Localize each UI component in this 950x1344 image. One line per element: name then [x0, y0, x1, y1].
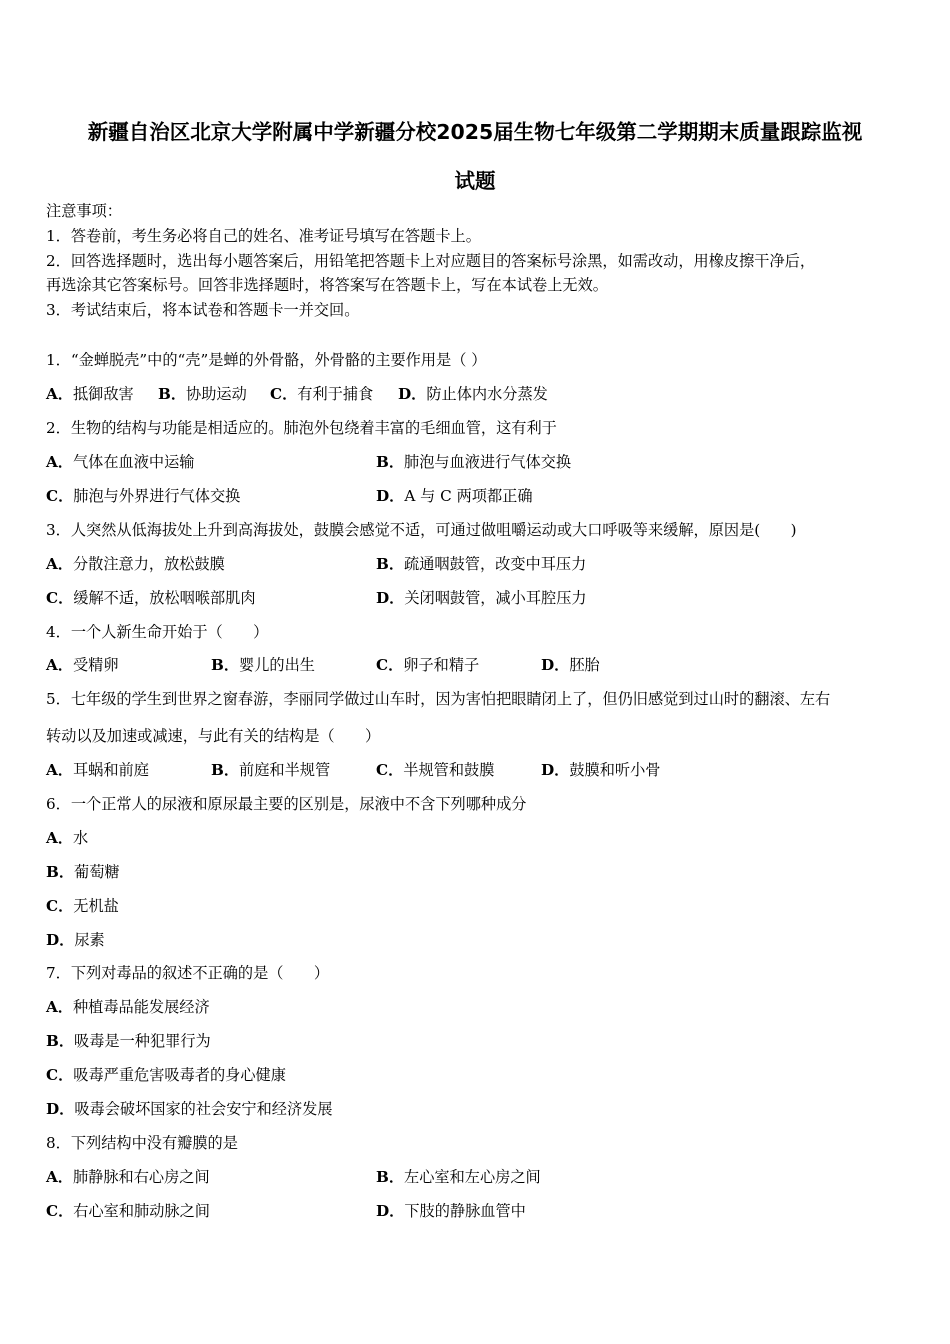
question-option [46, 387, 134, 402]
question-option [46, 489, 240, 504]
option-text: 耳蜗和前庭 [72, 761, 149, 779]
option-letter: C． [46, 487, 74, 505]
question-option [46, 1034, 211, 1049]
question-option [376, 557, 586, 572]
option-letter: C． [270, 385, 298, 403]
option-letter: A． [46, 761, 73, 779]
option-letter: C． [46, 1066, 74, 1084]
option-text: 缓解不适，放松咽喉部肌肉 [73, 589, 256, 607]
option-letter: A． [46, 385, 73, 403]
option-text: 胚胎 [569, 656, 600, 674]
option-letter: D． [376, 589, 405, 607]
option-text: 吸毒严重危害吸毒者的身心健康 [73, 1066, 286, 1084]
option-letter: D． [541, 656, 570, 674]
question-option [46, 763, 149, 778]
notice-item: 再选涂其它答案标号。回答非选择题时，将答案写在答题卡上，写在本试卷上无效。 [46, 276, 608, 294]
question-option [541, 763, 660, 778]
option-text: 种植毒品能发展经济 [72, 998, 210, 1016]
option-letter: A． [46, 998, 73, 1016]
option-text: 尿素 [74, 931, 105, 949]
question-option [46, 831, 88, 846]
option-text: 肺泡与血液进行气体交换 [404, 453, 572, 471]
option-letter: D． [376, 1202, 405, 1220]
question-option [376, 763, 494, 778]
option-text: 吸毒会破坏国家的社会安宁和经济发展 [74, 1100, 333, 1118]
option-text: 左心室和左心房之间 [404, 1168, 541, 1186]
option-letter: B． [158, 385, 187, 403]
option-text: 肺泡与外界进行气体交换 [73, 487, 241, 505]
option-letter: B． [376, 1168, 405, 1186]
option-text: 无机盐 [73, 897, 119, 915]
option-text: 受精卵 [72, 656, 119, 674]
option-text: 防止体内水分蒸发 [426, 385, 548, 403]
option-letter: D． [46, 1100, 75, 1118]
question-option [46, 455, 194, 470]
question-option [46, 591, 256, 606]
question-stem: 8．下列结构中没有瓣膜的是 [46, 1134, 238, 1152]
document-title-line-2: 试题 [454, 169, 496, 193]
question-option [211, 658, 315, 673]
option-text: 抵御敌害 [72, 385, 134, 403]
option-text: 下肢的静脉血管中 [404, 1202, 526, 1220]
option-text: 疏通咽鼓管，改变中耳压力 [404, 555, 587, 573]
question-option [46, 899, 119, 914]
question-option [376, 591, 587, 606]
option-text: 吸毒是一种犯罪行为 [74, 1032, 211, 1050]
question-option [46, 933, 105, 948]
notice-item: 2．回答选择题时，选出每小题答案后，用铅笔把答题卡上对应题目的答案标号涂黑，如需改动，用橡皮擦干净后， [46, 252, 816, 270]
notice-heading: 注意事项： [46, 202, 122, 220]
question-stem: 4．一个人新生命开始于（ ） [46, 623, 269, 641]
question-option [46, 557, 225, 572]
option-text: 分散注意力，放松鼓膜 [72, 555, 225, 573]
option-letter: B． [211, 761, 240, 779]
option-letter: C． [46, 1202, 74, 1220]
option-text: 右心室和肺动脉之间 [73, 1202, 210, 1220]
question-option [46, 1000, 210, 1015]
option-letter: C． [46, 589, 74, 607]
option-letter: B． [46, 1032, 75, 1050]
option-letter: B． [376, 453, 405, 471]
question-option [46, 658, 119, 673]
option-letter: D． [46, 931, 75, 949]
option-letter: B． [376, 555, 405, 573]
option-letter: A． [46, 1168, 73, 1186]
option-letter: C． [376, 656, 404, 674]
question-option [270, 387, 373, 402]
option-text: 气体在血液中运输 [72, 453, 195, 471]
question-stem: 转动以及加速或减速，与此有关的结构是（ ） [46, 727, 381, 745]
question-option [376, 1204, 526, 1219]
question-option [46, 865, 120, 880]
notice-item: 3．考试结束后，将本试卷和答题卡一并交回。 [46, 301, 360, 319]
notice-item: 1．答卷前，考生务必将自己的姓名、准考证号填写在答题卡上。 [46, 227, 481, 245]
question-option [46, 1204, 210, 1219]
option-letter: A． [46, 829, 73, 847]
option-letter: C． [46, 897, 74, 915]
document-title-line-1: 新疆自治区北京大学附属中学新疆分校2025届生物七年级第二学期期末质量跟踪监视 [87, 120, 863, 144]
question-stem: 5．七年级的学生到世界之窗春游，李丽同学做过山车时，因为害怕把眼睛闭上了，但仍旧感觉到过山时的翻滚、左右 [46, 690, 831, 708]
question-stem: 6．一个正常人的尿液和原尿最主要的区别是，尿液中不含下列哪种成分 [46, 795, 527, 813]
option-letter: B． [211, 656, 240, 674]
question-option [46, 1068, 286, 1083]
question-option [158, 387, 247, 402]
question-option [376, 658, 479, 673]
question-option [398, 387, 548, 402]
option-text: 有利于捕食 [297, 385, 374, 403]
question-option [46, 1102, 333, 1117]
question-option [541, 658, 600, 673]
option-text: 婴儿的出生 [239, 656, 315, 674]
option-text: A 与 C 两项都正确 [404, 487, 533, 505]
option-text: 半规管和鼓膜 [403, 761, 495, 779]
option-letter: A． [46, 555, 73, 573]
option-letter: D． [398, 385, 427, 403]
option-letter: C． [376, 761, 404, 779]
option-letter: D． [541, 761, 570, 779]
question-option [46, 1170, 210, 1185]
option-letter: A． [46, 453, 73, 471]
question-option [211, 763, 330, 778]
option-text: 协助运动 [186, 385, 247, 403]
option-text: 水 [72, 829, 89, 847]
option-letter: B． [46, 863, 75, 881]
question-stem: 7．下列对毒品的叙述不正确的是（ ） [46, 964, 330, 982]
option-letter: D． [376, 487, 405, 505]
question-stem: 2．生物的结构与功能是相适应的。肺泡外包绕着丰富的毛细血管，这有利于 [46, 419, 557, 437]
option-text: 葡萄糖 [74, 863, 120, 881]
question-option [376, 489, 533, 504]
question-option [376, 455, 571, 470]
option-text: 肺静脉和右心房之间 [72, 1168, 210, 1186]
option-text: 前庭和半规管 [239, 761, 331, 779]
question-stem: 3．人突然从低海拔处上升到高海拔处，鼓膜会感觉不适，可通过做咀嚼运动或大口呼吸等来缓解，原因是( ) [46, 521, 797, 539]
question-option [376, 1170, 541, 1185]
question-stem: 1．“金蝉脱壳”中的“壳”是蝉的外骨骼，外骨骼的主要作用是（ ） [46, 351, 487, 369]
option-letter: A． [46, 656, 73, 674]
option-text: 卵子和精子 [403, 656, 480, 674]
option-text: 关闭咽鼓管，减小耳腔压力 [404, 589, 587, 607]
option-text: 鼓膜和听小骨 [569, 761, 661, 779]
